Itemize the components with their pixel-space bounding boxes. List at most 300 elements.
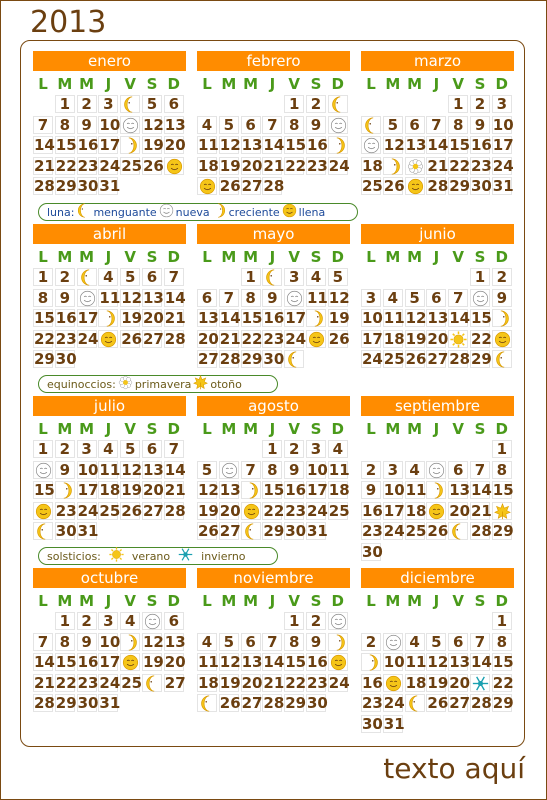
day-cell-27[interactable]: 27 xyxy=(198,350,219,369)
day-cell-25[interactable]: 25 xyxy=(121,673,143,692)
day-cell-23[interactable]: 23 xyxy=(306,673,328,692)
day-cell-3[interactable]: 3 xyxy=(98,612,118,630)
day-cell-18[interactable] xyxy=(306,309,326,327)
day-cell-13[interactable]: 13 xyxy=(142,460,164,479)
day-cell-2[interactable]: 2 xyxy=(306,612,326,630)
day-cell-9[interactable]: 9 xyxy=(262,289,282,307)
day-cell-21[interactable]: 21 xyxy=(263,156,285,175)
day-cell-1[interactable]: 1 xyxy=(262,440,282,458)
day-cell-19[interactable]: 19 xyxy=(328,309,350,328)
day-cell-17[interactable] xyxy=(383,674,403,692)
day-cell-28[interactable]: 28 xyxy=(219,350,241,369)
day-cell-29[interactable] xyxy=(33,522,53,540)
day-cell-5[interactable] xyxy=(142,612,162,630)
day-cell-8[interactable]: 8 xyxy=(262,461,282,479)
day-cell-31[interactable]: 31 xyxy=(383,714,405,733)
day-cell-23[interactable]: 23 xyxy=(362,522,383,541)
day-cell-11[interactable]: 11 xyxy=(383,309,405,328)
day-cell-4[interactable]: 4 xyxy=(306,268,326,286)
day-cell-17[interactable]: 17 xyxy=(306,481,328,500)
day-cell-5[interactable]: 5 xyxy=(405,289,425,307)
day-cell-17[interactable]: 17 xyxy=(383,501,405,520)
day-cell-8[interactable]: 8 xyxy=(284,116,304,134)
day-cell-31[interactable]: 31 xyxy=(492,177,514,196)
day-cell-21[interactable] xyxy=(448,330,468,348)
day-cell-11[interactable]: 11 xyxy=(198,653,219,672)
day-cell-15[interactable]: 15 xyxy=(492,481,514,500)
day-cell-12[interactable]: 12 xyxy=(142,632,164,651)
day-cell-18[interactable]: 18 xyxy=(328,481,350,500)
day-cell-12[interactable] xyxy=(426,481,446,499)
day-cell-27[interactable] xyxy=(448,522,468,540)
day-cell-20[interactable]: 20 xyxy=(219,501,241,520)
day-cell-11[interactable]: 11 xyxy=(99,288,121,307)
day-cell-23[interactable]: 23 xyxy=(263,329,285,348)
day-cell-1[interactable]: 1 xyxy=(33,440,53,458)
day-cell-10[interactable] xyxy=(328,633,348,651)
day-cell-6[interactable]: 6 xyxy=(142,440,162,458)
day-cell-21[interactable]: 21 xyxy=(263,673,285,692)
day-cell-28[interactable]: 28 xyxy=(34,694,55,713)
day-cell-18[interactable]: 18 xyxy=(198,156,219,175)
day-cell-16[interactable]: 16 xyxy=(77,136,99,155)
day-cell-19[interactable]: 19 xyxy=(219,673,241,692)
day-cell-13[interactable]: 13 xyxy=(405,136,427,155)
day-cell-9[interactable]: 9 xyxy=(306,116,326,134)
day-cell-17[interactable]: 17 xyxy=(99,136,121,155)
day-cell-14[interactable]: 14 xyxy=(263,653,285,672)
day-cell-4[interactable]: 4 xyxy=(383,289,403,307)
day-cell-10[interactable]: 10 xyxy=(362,309,383,328)
day-cell-22[interactable]: 22 xyxy=(263,501,285,520)
day-cell-29[interactable]: 29 xyxy=(55,694,77,713)
day-cell-19[interactable]: 19 xyxy=(121,309,143,328)
day-cell-7[interactable]: 7 xyxy=(33,633,53,651)
day-cell-7[interactable]: 7 xyxy=(219,289,239,307)
day-cell-18[interactable] xyxy=(120,653,140,671)
day-cell-11[interactable]: 11 xyxy=(405,481,427,500)
day-cell-22[interactable]: 22 xyxy=(55,673,77,692)
day-cell-17[interactable]: 17 xyxy=(492,136,514,155)
day-cell-9[interactable]: 9 xyxy=(284,461,304,479)
day-cell-1[interactable]: 1 xyxy=(284,95,304,113)
day-cell-6[interactable]: 6 xyxy=(405,116,425,134)
day-cell-18[interactable]: 18 xyxy=(362,156,383,175)
day-cell-7[interactable]: 7 xyxy=(33,116,53,134)
day-cell-31[interactable]: 31 xyxy=(306,522,328,541)
day-cell-9[interactable]: 9 xyxy=(361,481,381,499)
day-cell-20[interactable]: 20 xyxy=(427,329,449,348)
day-cell-25[interactable]: 25 xyxy=(383,350,405,369)
day-cell-9[interactable]: 9 xyxy=(55,289,75,307)
day-cell-14[interactable]: 14 xyxy=(34,653,55,672)
day-cell-22[interactable] xyxy=(33,502,53,520)
day-cell-2[interactable]: 2 xyxy=(306,95,326,113)
day-cell-10[interactable] xyxy=(284,289,304,307)
day-cell-3[interactable]: 3 xyxy=(77,440,97,458)
day-cell-9[interactable]: 9 xyxy=(55,461,75,479)
day-cell-5[interactable]: 5 xyxy=(120,268,140,286)
day-cell-9[interactable]: 9 xyxy=(77,633,97,651)
day-cell-5[interactable]: 5 xyxy=(383,116,403,134)
day-cell-29[interactable]: 29 xyxy=(449,177,471,196)
day-cell-2[interactable]: 2 xyxy=(492,268,512,286)
day-cell-9[interactable]: 9 xyxy=(77,116,97,134)
day-cell-11[interactable] xyxy=(361,136,381,154)
day-cell-27[interactable]: 27 xyxy=(427,350,449,369)
day-cell-5[interactable]: 5 xyxy=(219,633,239,651)
day-cell-6[interactable]: 6 xyxy=(426,289,446,307)
day-cell-12[interactable]: 12 xyxy=(142,115,164,134)
day-cell-18[interactable] xyxy=(120,136,140,154)
day-cell-15[interactable]: 15 xyxy=(34,309,55,328)
day-cell-15[interactable]: 15 xyxy=(285,136,307,155)
day-cell-14[interactable]: 14 xyxy=(449,309,471,328)
day-cell-17[interactable]: 17 xyxy=(285,309,307,328)
day-cell-29[interactable]: 29 xyxy=(492,694,514,713)
day-cell-20[interactable]: 20 xyxy=(164,653,186,672)
day-cell-12[interactable]: 12 xyxy=(219,653,241,672)
day-cell-30[interactable]: 30 xyxy=(362,542,383,561)
day-cell-12[interactable]: 12 xyxy=(328,288,350,307)
day-cell-19[interactable] xyxy=(426,502,446,520)
day-cell-8[interactable]: 8 xyxy=(241,289,261,307)
day-cell-19[interactable]: 19 xyxy=(219,156,241,175)
day-cell-23[interactable]: 23 xyxy=(77,156,99,175)
day-cell-4[interactable]: 4 xyxy=(405,461,425,479)
day-cell-21[interactable]: 21 xyxy=(427,156,449,175)
day-cell-2[interactable]: 2 xyxy=(77,612,97,630)
day-cell-18[interactable]: 18 xyxy=(405,673,427,692)
day-cell-15[interactable]: 15 xyxy=(55,136,77,155)
day-cell-29[interactable]: 29 xyxy=(34,350,55,369)
day-cell-21[interactable]: 21 xyxy=(34,156,55,175)
day-cell-28[interactable]: 28 xyxy=(449,350,471,369)
day-cell-24[interactable]: 24 xyxy=(77,501,99,520)
day-cell-16[interactable]: 16 xyxy=(362,673,383,692)
day-cell-28[interactable]: 28 xyxy=(470,522,492,541)
day-cell-28[interactable]: 28 xyxy=(34,177,55,196)
day-cell-29[interactable]: 29 xyxy=(263,522,285,541)
day-cell-12[interactable]: 12 xyxy=(219,136,241,155)
day-cell-3[interactable] xyxy=(383,633,403,651)
day-cell-7[interactable]: 7 xyxy=(164,268,184,286)
day-cell-15[interactable]: 15 xyxy=(263,481,285,500)
day-cell-19[interactable]: 19 xyxy=(427,673,449,692)
day-cell-19[interactable]: 19 xyxy=(142,136,164,155)
day-cell-26[interactable]: 26 xyxy=(383,177,405,196)
day-cell-3[interactable]: 3 xyxy=(98,95,118,113)
day-cell-4[interactable]: 4 xyxy=(98,268,118,286)
day-cell-16[interactable]: 16 xyxy=(55,309,77,328)
day-cell-12[interactable]: 12 xyxy=(405,309,427,328)
day-cell-11[interactable]: 11 xyxy=(306,288,328,307)
day-cell-16[interactable]: 16 xyxy=(470,136,492,155)
day-cell-24[interactable]: 24 xyxy=(383,522,405,541)
day-cell-1[interactable]: 1 xyxy=(492,612,512,630)
day-cell-9[interactable]: 9 xyxy=(492,289,512,307)
day-cell-25[interactable]: 25 xyxy=(99,501,121,520)
day-cell-18[interactable]: 18 xyxy=(99,481,121,500)
day-cell-21[interactable]: 21 xyxy=(164,309,186,328)
day-cell-31[interactable] xyxy=(284,350,304,368)
day-cell-14[interactable]: 14 xyxy=(470,653,492,672)
day-cell-18[interactable]: 18 xyxy=(405,501,427,520)
day-cell-28[interactable]: 28 xyxy=(164,501,186,520)
day-cell-2[interactable]: 2 xyxy=(55,268,75,286)
day-cell-9[interactable]: 9 xyxy=(306,633,326,651)
day-cell-22[interactable]: 22 xyxy=(241,329,263,348)
day-cell-14[interactable]: 14 xyxy=(164,460,186,479)
day-cell-22[interactable]: 22 xyxy=(285,156,307,175)
day-cell-30[interactable]: 30 xyxy=(77,177,99,196)
day-cell-25[interactable]: 25 xyxy=(121,156,143,175)
day-cell-10[interactable]: 10 xyxy=(77,460,99,479)
day-cell-2[interactable]: 2 xyxy=(470,95,490,113)
day-cell-8[interactable]: 8 xyxy=(448,116,468,134)
day-cell-22[interactable]: 22 xyxy=(34,329,55,348)
day-cell-1[interactable]: 1 xyxy=(241,268,261,286)
day-cell-17[interactable]: 17 xyxy=(77,481,99,500)
day-cell-13[interactable]: 13 xyxy=(164,115,186,134)
day-cell-9[interactable]: 9 xyxy=(470,116,490,134)
day-cell-13[interactable]: 13 xyxy=(449,481,471,500)
day-cell-16[interactable]: 16 xyxy=(306,653,328,672)
day-cell-10[interactable]: 10 xyxy=(492,115,514,134)
day-cell-16[interactable]: 16 xyxy=(263,309,285,328)
day-cell-4[interactable]: 4 xyxy=(197,633,217,651)
day-cell-21[interactable]: 21 xyxy=(470,501,492,520)
day-cell-4[interactable] xyxy=(120,95,140,113)
day-cell-7[interactable]: 7 xyxy=(426,116,446,134)
day-cell-8[interactable]: 8 xyxy=(55,116,75,134)
day-cell-21[interactable] xyxy=(470,674,490,692)
day-cell-20[interactable]: 20 xyxy=(241,156,263,175)
day-cell-24[interactable]: 24 xyxy=(306,501,328,520)
day-cell-30[interactable]: 30 xyxy=(470,177,492,196)
day-cell-25[interactable] xyxy=(98,330,118,348)
day-cell-24[interactable]: 24 xyxy=(383,694,405,713)
day-cell-24[interactable]: 24 xyxy=(328,156,350,175)
day-cell-19[interactable]: 19 xyxy=(142,653,164,672)
day-cell-17[interactable] xyxy=(328,136,348,154)
day-cell-15[interactable]: 15 xyxy=(470,309,492,328)
day-cell-1[interactable]: 1 xyxy=(470,268,490,286)
day-cell-23[interactable]: 23 xyxy=(55,329,77,348)
day-cell-29[interactable]: 29 xyxy=(285,694,307,713)
day-cell-23[interactable]: 23 xyxy=(77,673,99,692)
day-cell-25[interactable] xyxy=(306,330,326,348)
day-cell-19[interactable]: 19 xyxy=(198,501,219,520)
day-cell-5[interactable]: 5 xyxy=(197,461,217,479)
day-cell-26[interactable]: 26 xyxy=(198,522,219,541)
day-cell-25[interactable]: 25 xyxy=(405,522,427,541)
day-cell-21[interactable] xyxy=(241,502,261,520)
day-cell-7[interactable]: 7 xyxy=(470,461,490,479)
day-cell-15[interactable]: 15 xyxy=(285,653,307,672)
day-cell-14[interactable]: 14 xyxy=(427,136,449,155)
day-cell-4[interactable]: 4 xyxy=(197,116,217,134)
day-cell-14[interactable]: 14 xyxy=(263,136,285,155)
day-cell-1[interactable]: 1 xyxy=(284,612,304,630)
day-cell-5[interactable]: 5 xyxy=(219,116,239,134)
day-cell-22[interactable] xyxy=(492,502,512,520)
day-cell-10[interactable]: 10 xyxy=(99,115,121,134)
day-cell-13[interactable]: 13 xyxy=(449,653,471,672)
day-cell-7[interactable]: 7 xyxy=(164,440,184,458)
day-cell-6[interactable]: 6 xyxy=(142,268,162,286)
day-cell-10[interactable]: 10 xyxy=(306,460,328,479)
day-cell-12[interactable]: 12 xyxy=(121,288,143,307)
day-cell-30[interactable]: 30 xyxy=(306,694,328,713)
day-cell-18[interactable] xyxy=(98,309,118,327)
day-cell-25[interactable] xyxy=(405,694,425,712)
day-cell-8[interactable]: 8 xyxy=(492,633,512,651)
day-cell-6[interactable]: 6 xyxy=(448,461,468,479)
day-cell-14[interactable]: 14 xyxy=(34,136,55,155)
day-cell-7[interactable]: 7 xyxy=(262,116,282,134)
day-cell-4[interactable]: 4 xyxy=(120,612,140,630)
day-cell-8[interactable] xyxy=(33,461,53,479)
day-cell-26[interactable]: 26 xyxy=(121,329,143,348)
day-cell-25[interactable] xyxy=(197,177,217,195)
day-cell-29[interactable]: 29 xyxy=(470,350,492,369)
day-cell-8[interactable]: 8 xyxy=(33,289,53,307)
day-cell-6[interactable]: 6 xyxy=(448,633,468,651)
day-cell-18[interactable]: 18 xyxy=(383,329,405,348)
day-cell-12[interactable]: 12 xyxy=(427,653,449,672)
day-cell-4[interactable] xyxy=(361,116,381,134)
day-cell-12[interactable]: 12 xyxy=(198,481,219,500)
day-cell-20[interactable]: 20 xyxy=(241,673,263,692)
day-cell-27[interactable]: 27 xyxy=(241,694,263,713)
day-cell-8[interactable]: 8 xyxy=(284,633,304,651)
day-cell-1[interactable]: 1 xyxy=(448,95,468,113)
day-cell-13[interactable]: 13 xyxy=(198,309,219,328)
day-cell-23[interactable]: 23 xyxy=(285,501,307,520)
day-cell-28[interactable] xyxy=(241,522,261,540)
day-cell-27[interactable]: 27 xyxy=(142,329,164,348)
day-cell-30[interactable]: 30 xyxy=(263,350,285,369)
day-cell-20[interactable]: 20 xyxy=(142,309,164,328)
day-cell-29[interactable]: 29 xyxy=(241,350,263,369)
day-cell-18[interactable]: 18 xyxy=(198,673,219,692)
day-cell-10[interactable]: 10 xyxy=(383,481,405,500)
day-cell-8[interactable] xyxy=(470,289,490,307)
day-cell-26[interactable]: 26 xyxy=(219,694,241,713)
day-cell-31[interactable]: 31 xyxy=(99,694,121,713)
day-cell-20[interactable]: 20 xyxy=(198,329,219,348)
day-cell-29[interactable]: 29 xyxy=(55,177,77,196)
day-cell-19[interactable] xyxy=(383,157,403,175)
day-cell-24[interactable]: 24 xyxy=(492,156,514,175)
day-cell-24[interactable]: 24 xyxy=(328,673,350,692)
day-cell-29[interactable]: 29 xyxy=(492,522,514,541)
day-cell-6[interactable]: 6 xyxy=(241,633,261,651)
day-cell-7[interactable]: 7 xyxy=(241,461,261,479)
day-cell-3[interactable]: 3 xyxy=(361,289,381,307)
day-cell-23[interactable]: 23 xyxy=(306,156,328,175)
day-cell-15[interactable]: 15 xyxy=(34,481,55,500)
day-cell-22[interactable]: 22 xyxy=(55,156,77,175)
day-cell-19[interactable]: 19 xyxy=(121,481,143,500)
day-cell-27[interactable]: 27 xyxy=(241,177,263,196)
day-cell-23[interactable] xyxy=(492,330,512,348)
day-cell-26[interactable]: 26 xyxy=(142,156,164,175)
day-cell-2[interactable] xyxy=(262,268,282,286)
day-cell-21[interactable]: 21 xyxy=(34,673,55,692)
day-cell-14[interactable]: 14 xyxy=(470,481,492,500)
day-cell-11[interactable] xyxy=(120,116,140,134)
day-cell-17[interactable]: 17 xyxy=(362,329,383,348)
day-cell-9[interactable] xyxy=(361,653,381,671)
day-cell-1[interactable]: 1 xyxy=(33,268,53,286)
day-cell-6[interactable]: 6 xyxy=(164,95,184,113)
day-cell-6[interactable] xyxy=(219,461,239,479)
day-cell-13[interactable]: 13 xyxy=(241,653,263,672)
day-cell-26[interactable]: 26 xyxy=(405,350,427,369)
day-cell-27[interactable]: 27 xyxy=(449,694,471,713)
day-cell-11[interactable]: 11 xyxy=(328,460,350,479)
day-cell-14[interactable]: 14 xyxy=(164,288,186,307)
day-cell-24[interactable]: 24 xyxy=(99,156,121,175)
day-cell-22[interactable]: 22 xyxy=(285,673,307,692)
day-cell-5[interactable]: 5 xyxy=(426,633,446,651)
day-cell-13[interactable]: 13 xyxy=(164,632,186,651)
day-cell-13[interactable]: 13 xyxy=(427,309,449,328)
day-cell-17[interactable]: 17 xyxy=(99,653,121,672)
day-cell-5[interactable]: 5 xyxy=(142,95,162,113)
day-cell-26[interactable]: 26 xyxy=(219,177,241,196)
day-cell-28[interactable]: 28 xyxy=(263,694,285,713)
day-cell-15[interactable]: 15 xyxy=(449,136,471,155)
day-cell-16[interactable]: 16 xyxy=(77,653,99,672)
day-cell-30[interactable]: 30 xyxy=(55,350,77,369)
day-cell-5[interactable]: 5 xyxy=(120,440,140,458)
day-cell-28[interactable]: 28 xyxy=(263,177,285,196)
day-cell-2[interactable]: 2 xyxy=(361,633,381,651)
day-cell-6[interactable]: 6 xyxy=(197,289,217,307)
day-cell-20[interactable]: 20 xyxy=(449,673,471,692)
day-cell-13[interactable]: 13 xyxy=(241,136,263,155)
day-cell-12[interactable]: 12 xyxy=(121,460,143,479)
day-cell-30[interactable] xyxy=(492,350,512,368)
day-cell-7[interactable]: 7 xyxy=(448,289,468,307)
day-cell-14[interactable] xyxy=(241,481,261,499)
day-cell-1[interactable]: 1 xyxy=(55,95,75,113)
day-cell-3[interactable] xyxy=(77,268,97,286)
day-cell-17[interactable]: 17 xyxy=(77,309,99,328)
day-cell-3[interactable]: 3 xyxy=(492,95,512,113)
day-cell-10[interactable]: 10 xyxy=(383,653,405,672)
day-cell-2[interactable]: 2 xyxy=(55,440,75,458)
day-cell-11[interactable]: 11 xyxy=(198,136,219,155)
day-cell-20[interactable] xyxy=(405,157,425,175)
day-cell-26[interactable]: 26 xyxy=(427,694,449,713)
day-cell-12[interactable]: 12 xyxy=(383,136,405,155)
day-cell-11[interactable]: 11 xyxy=(405,653,427,672)
day-cell-4[interactable]: 4 xyxy=(405,633,425,651)
day-cell-7[interactable]: 7 xyxy=(470,633,490,651)
day-cell-1[interactable]: 1 xyxy=(492,440,512,458)
day-cell-26[interactable]: 26 xyxy=(427,522,449,541)
day-cell-6[interactable]: 6 xyxy=(164,612,184,630)
day-cell-17[interactable] xyxy=(328,653,348,671)
day-cell-23[interactable]: 23 xyxy=(55,501,77,520)
day-cell-26[interactable] xyxy=(142,674,162,692)
day-cell-20[interactable]: 20 xyxy=(164,136,186,155)
day-cell-27[interactable]: 27 xyxy=(164,673,186,692)
